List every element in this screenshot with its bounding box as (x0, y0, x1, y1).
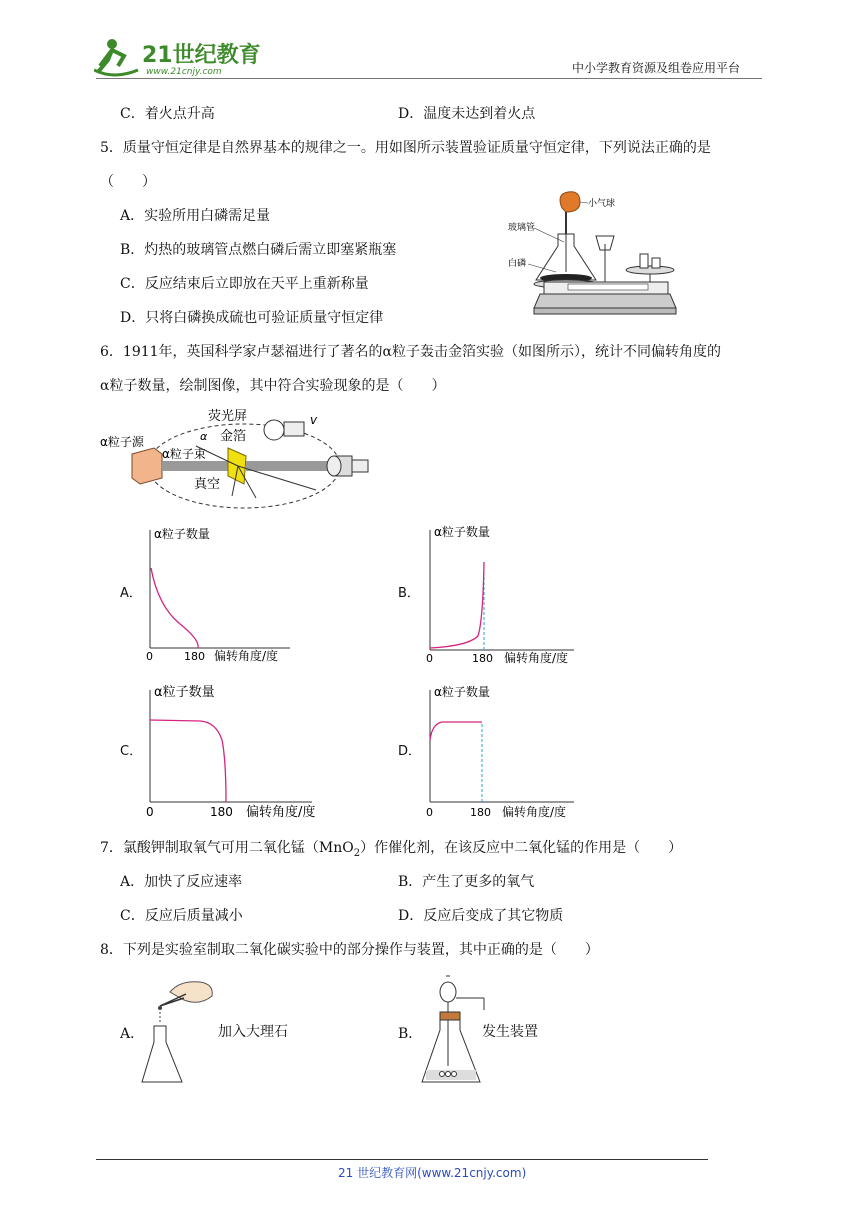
chart-d-curve (430, 722, 482, 740)
q6-choice-c[interactable]: C． (120, 744, 143, 759)
q8-b-text: 发生装置 (482, 1024, 538, 1040)
q6-stem-2: α粒子数量，绘制图像，其中符合实验现象的是（ ） (100, 378, 446, 394)
q7-option-b: B．产生了更多的氧气 (398, 874, 535, 890)
chart-b-ylabel: α粒子数量 (434, 525, 490, 539)
q8-a-text: 加入大理石 (218, 1024, 288, 1040)
chart-d-xlabel: 偏转角度/度 (502, 805, 567, 819)
chart-c-tick-180: 180 (210, 805, 233, 819)
q6-choice-b[interactable]: B． (398, 586, 420, 601)
q5-balance-figure (500, 186, 690, 326)
q7-option-a: A．加快了反应速率 (120, 874, 243, 890)
tube-label: 玻璃管 (508, 223, 536, 233)
chart-a-curve (151, 568, 198, 648)
chart-a-ylabel: α粒子数量 (154, 527, 210, 541)
v-label: v (310, 413, 318, 427)
q6-stem: 6．1911年，英国科学家卢瑟福进行了著名的α粒子轰击金箔实验（如图所示），统计不同偏转角度的 (100, 344, 721, 360)
q8-a-figure (140, 970, 220, 1090)
chart-b-xlabel: 偏转角度/度 (504, 651, 569, 665)
chart-a-tick-0: 0 (146, 650, 153, 663)
chart-a-tick-180: 180 (184, 650, 205, 663)
chart-b (418, 520, 588, 668)
chart-b-tick-0: 0 (426, 652, 433, 665)
header-rule (96, 78, 762, 79)
q4-option-d: D．温度未达到着火点 (398, 106, 536, 122)
q6-experiment-figure (96, 404, 376, 516)
screen-label: 荧光屏 (208, 409, 248, 424)
chart-c-curve (150, 720, 226, 802)
q5-option-b: B．灼热的玻璃管点燃白磷后需立即塞紧瓶塞 (120, 242, 397, 258)
chart-c-xlabel: 偏转角度/度 (246, 805, 316, 820)
q5-stem-paren: （ ） (100, 174, 156, 190)
q8-stem: 8．下列是实验室制取二氧化碳实验中的部分操作与装置，其中正确的是（ ） (100, 942, 599, 958)
chart-b-curve (430, 562, 484, 648)
chart-b-tick-180: 180 (472, 652, 493, 665)
q5-stem: 5．质量守恒定律是自然界基本的规律之一。用如图所示装置验证质量守恒定律，下列说法正确的是 (100, 140, 711, 156)
chart-d-tick-0: 0 (426, 806, 433, 819)
alpha-label: α (200, 430, 208, 443)
beam-label: α粒子束 (162, 447, 206, 461)
vacuum-label: 真空 (194, 477, 221, 492)
q7-stem: 7．氯酸钾制取氧气可用二氧化锰（MnO$_2$）作催化剂，在该反应中二氧化锰的作用是（ ） (100, 840, 683, 859)
q8-choice-a-label[interactable]: A． (120, 1026, 145, 1042)
logo-url: www.21cnjy.com (146, 67, 222, 77)
q4-option-c: C．着火点升高 (120, 106, 215, 122)
q6-choice-a[interactable]: A． (120, 586, 142, 601)
q7-option-c: C．反应后质量减小 (120, 908, 243, 924)
chart-a-xlabel: 偏转角度/度 (214, 649, 279, 663)
q5-option-a: A．实验所用白磷需足量 (120, 208, 271, 224)
balloon-label: 小气球 (588, 199, 616, 209)
logo-runner-icon (94, 36, 264, 78)
q5-option-d: D．只将白磷换成硫也可验证质量守恒定律 (120, 310, 384, 326)
q5-option-c: C．反应结束后立即放在天平上重新称量 (120, 276, 369, 292)
chart-c-tick-0: 0 (146, 805, 154, 819)
chart-c-ylabel: α粒子数量 (154, 685, 215, 700)
footer-text[interactable]: 21 世纪教育网(www.21cnjy.com) (338, 1166, 527, 1180)
chart-c (140, 680, 320, 822)
chart-d-tick-180: 180 (470, 806, 491, 819)
chart-d-ylabel: α粒子数量 (434, 685, 490, 699)
site-logo (94, 36, 264, 78)
source-label: α粒子源 (100, 435, 144, 449)
header-right-text: 中小学教育资源及组卷应用平台 (572, 61, 741, 75)
chart-a (140, 520, 300, 664)
q7-option-d: D．反应后变成了其它物质 (398, 908, 564, 924)
foil-label: 金箔 (220, 429, 247, 444)
q8-choice-b-label[interactable]: B． (398, 1026, 423, 1042)
q6-choice-d[interactable]: D． (398, 744, 422, 759)
logo-text: 21世纪教育 (142, 43, 261, 68)
footer-rule (96, 1159, 708, 1160)
chart-d (418, 680, 588, 822)
phosphorus-label: 白磷 (508, 259, 527, 269)
